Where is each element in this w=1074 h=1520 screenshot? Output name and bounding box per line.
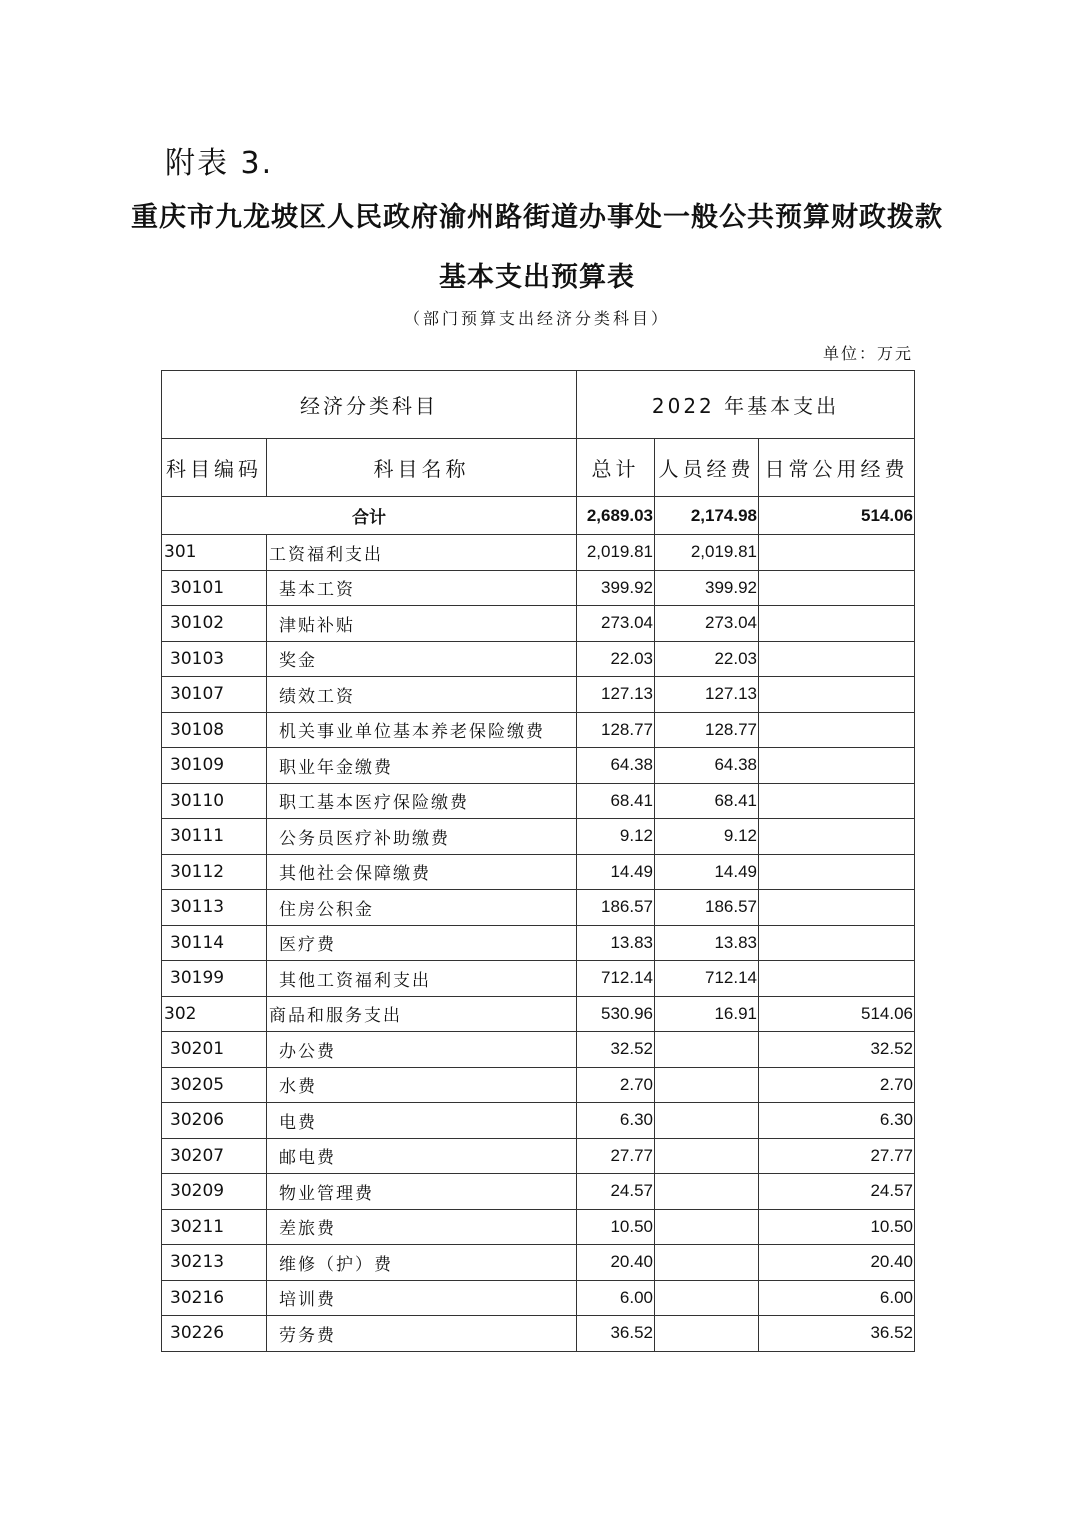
row-public-cell: 20.40 (759, 1245, 915, 1281)
unit-label: 单位：万元 (822, 344, 913, 363)
row-public-cell: 27.77 (759, 1138, 915, 1174)
row-public-cell: 6.30 (759, 1103, 915, 1139)
budget-table (161, 370, 915, 1352)
row-code-cell: 30102 (162, 606, 267, 642)
header-row-1 (162, 371, 915, 439)
row-total-cell: 27.77 (577, 1138, 655, 1174)
row-total-cell: 127.13 (577, 677, 655, 713)
row-code-cell: 30103 (162, 641, 267, 677)
row-code-cell: 30205 (162, 1067, 267, 1103)
table-row (162, 641, 915, 677)
row-personnel-cell (655, 1032, 759, 1068)
row-total-cell: 22.03 (577, 641, 655, 677)
row-code-cell: 30206 (162, 1103, 267, 1139)
total-label: 合计 (162, 497, 577, 535)
row-name-cell: 基本工资 (267, 570, 577, 606)
row-code-cell: 30101 (162, 570, 267, 606)
table-row (162, 1280, 915, 1316)
row-public-cell (759, 677, 915, 713)
row-total-cell: 24.57 (577, 1174, 655, 1210)
table-row (162, 996, 915, 1032)
row-public-cell (759, 748, 915, 784)
table-row (162, 606, 915, 642)
row-total-cell: 712.14 (577, 961, 655, 997)
row-personnel-cell (655, 1316, 759, 1352)
row-name-cell: 公务员医疗补助缴费 (267, 819, 577, 855)
row-public-cell (759, 641, 915, 677)
table-row (162, 925, 915, 961)
row-total-cell: 273.04 (577, 606, 655, 642)
row-total-cell: 14.49 (577, 854, 655, 890)
row-public-cell (759, 819, 915, 855)
header-econ-category: 经济分类科目 (162, 371, 577, 439)
row-name-cell: 电费 (267, 1103, 577, 1139)
row-public-cell (759, 961, 915, 997)
row-total-cell: 20.40 (577, 1245, 655, 1281)
row-personnel-cell: 2,019.81 (655, 535, 759, 571)
row-code-cell: 30111 (162, 819, 267, 855)
row-public-cell (759, 854, 915, 890)
row-personnel-cell: 9.12 (655, 819, 759, 855)
table-row (162, 1245, 915, 1281)
row-personnel-cell: 22.03 (655, 641, 759, 677)
table-row (162, 1103, 915, 1139)
row-public-cell (759, 712, 915, 748)
row-personnel-cell: 399.92 (655, 570, 759, 606)
row-public-cell (759, 890, 915, 926)
table-row (162, 570, 915, 606)
row-code-cell: 30211 (162, 1209, 267, 1245)
table-row (162, 854, 915, 890)
document-title-line1: 重庆市九龙坡区人民政府渝州路街道办事处一般公共预算财政拨款 (131, 202, 943, 233)
table-row (162, 1174, 915, 1210)
table-row (162, 535, 915, 571)
attachment-label: 附表 3. (165, 146, 274, 181)
column-header-code: 科目编码 (162, 439, 267, 497)
row-code-cell: 30207 (162, 1138, 267, 1174)
column-header-total: 总计 (577, 439, 655, 497)
row-personnel-cell (655, 1209, 759, 1245)
row-total-cell: 530.96 (577, 996, 655, 1032)
row-name-cell: 商品和服务支出 (267, 996, 577, 1032)
row-public-cell: 24.57 (759, 1174, 915, 1210)
row-code-cell: 30114 (162, 925, 267, 961)
row-total-cell: 10.50 (577, 1209, 655, 1245)
row-personnel-cell: 127.13 (655, 677, 759, 713)
row-name-cell: 培训费 (267, 1280, 577, 1316)
row-personnel-cell: 128.77 (655, 712, 759, 748)
row-public-cell: 32.52 (759, 1032, 915, 1068)
row-code-cell: 30110 (162, 783, 267, 819)
column-header-public: 日常公用经费 (759, 439, 915, 497)
row-public-cell (759, 606, 915, 642)
row-name-cell: 差旅费 (267, 1209, 577, 1245)
row-name-cell: 办公费 (267, 1032, 577, 1068)
table-row (162, 712, 915, 748)
row-personnel-cell: 68.41 (655, 783, 759, 819)
row-name-cell: 其他工资福利支出 (267, 961, 577, 997)
row-code-cell: 302 (162, 996, 267, 1032)
row-total-cell: 13.83 (577, 925, 655, 961)
row-total-cell: 32.52 (577, 1032, 655, 1068)
table-row (162, 748, 915, 784)
column-header-personnel: 人员经费 (655, 439, 759, 497)
row-code-cell: 30113 (162, 890, 267, 926)
row-total-cell: 6.00 (577, 1280, 655, 1316)
row-total-cell: 2.70 (577, 1067, 655, 1103)
row-name-cell: 工资福利支出 (267, 535, 577, 571)
row-personnel-cell (655, 1280, 759, 1316)
row-public-cell: 36.52 (759, 1316, 915, 1352)
row-personnel-cell: 186.57 (655, 890, 759, 926)
row-name-cell: 绩效工资 (267, 677, 577, 713)
table-row (162, 1032, 915, 1068)
row-name-cell: 职业年金缴费 (267, 748, 577, 784)
row-public-cell (759, 783, 915, 819)
row-personnel-cell: 64.38 (655, 748, 759, 784)
row-name-cell: 维修（护）费 (267, 1245, 577, 1281)
row-name-cell: 其他社会保障缴费 (267, 854, 577, 890)
column-header-name: 科目名称 (267, 439, 577, 497)
row-total-cell: 68.41 (577, 783, 655, 819)
row-personnel-cell: 13.83 (655, 925, 759, 961)
row-public-cell (759, 570, 915, 606)
row-personnel-cell (655, 1067, 759, 1103)
row-code-cell: 30213 (162, 1245, 267, 1281)
row-personnel-cell: 14.49 (655, 854, 759, 890)
row-name-cell: 职工基本医疗保险缴费 (267, 783, 577, 819)
total-row (162, 497, 915, 535)
row-public-cell: 10.50 (759, 1209, 915, 1245)
row-name-cell: 奖金 (267, 641, 577, 677)
row-personnel-cell (655, 1138, 759, 1174)
table-row (162, 677, 915, 713)
table-row (162, 961, 915, 997)
table-row (162, 1316, 915, 1352)
row-total-cell: 128.77 (577, 712, 655, 748)
row-personnel-cell: 16.91 (655, 996, 759, 1032)
row-total-cell: 6.30 (577, 1103, 655, 1139)
row-public-cell: 2.70 (759, 1067, 915, 1103)
header-basic-expenditure: 2022 年基本支出 (577, 371, 915, 439)
row-code-cell: 30216 (162, 1280, 267, 1316)
row-total-cell: 399.92 (577, 570, 655, 606)
row-total-cell: 186.57 (577, 890, 655, 926)
table-row (162, 890, 915, 926)
row-public-cell: 6.00 (759, 1280, 915, 1316)
row-name-cell: 物业管理费 (267, 1174, 577, 1210)
table-row (162, 783, 915, 819)
row-code-cell: 30108 (162, 712, 267, 748)
row-name-cell: 机关事业单位基本养老保险缴费 (267, 712, 577, 748)
row-public-cell (759, 535, 915, 571)
row-name-cell: 医疗费 (267, 925, 577, 961)
row-name-cell: 住房公积金 (267, 890, 577, 926)
table-row (162, 1067, 915, 1103)
row-total-cell: 2,019.81 (577, 535, 655, 571)
document-subtitle: （部门预算支出经济分类科目） (403, 309, 670, 328)
row-total-cell: 36.52 (577, 1316, 655, 1352)
row-code-cell: 30107 (162, 677, 267, 713)
row-public-cell (759, 925, 915, 961)
row-personnel-cell (655, 1245, 759, 1281)
total-public-value: 514.06 (759, 497, 915, 535)
header-row-2 (162, 439, 915, 497)
row-personnel-cell: 712.14 (655, 961, 759, 997)
row-public-cell: 514.06 (759, 996, 915, 1032)
total-total-value: 2,689.03 (577, 497, 655, 535)
table-row (162, 1209, 915, 1245)
row-personnel-cell (655, 1103, 759, 1139)
row-code-cell: 30112 (162, 854, 267, 890)
table-row (162, 819, 915, 855)
row-personnel-cell (655, 1174, 759, 1210)
row-name-cell: 邮电费 (267, 1138, 577, 1174)
row-code-cell: 30209 (162, 1174, 267, 1210)
row-name-cell: 劳务费 (267, 1316, 577, 1352)
row-code-cell: 301 (162, 535, 267, 571)
document-title-line2: 基本支出预算表 (439, 262, 635, 293)
table-row (162, 1138, 915, 1174)
row-total-cell: 9.12 (577, 819, 655, 855)
row-code-cell: 30226 (162, 1316, 267, 1352)
row-total-cell: 64.38 (577, 748, 655, 784)
row-name-cell: 津贴补贴 (267, 606, 577, 642)
row-code-cell: 30199 (162, 961, 267, 997)
row-code-cell: 30109 (162, 748, 267, 784)
total-personnel-value: 2,174.98 (655, 497, 759, 535)
row-personnel-cell: 273.04 (655, 606, 759, 642)
row-name-cell: 水费 (267, 1067, 577, 1103)
row-code-cell: 30201 (162, 1032, 267, 1068)
